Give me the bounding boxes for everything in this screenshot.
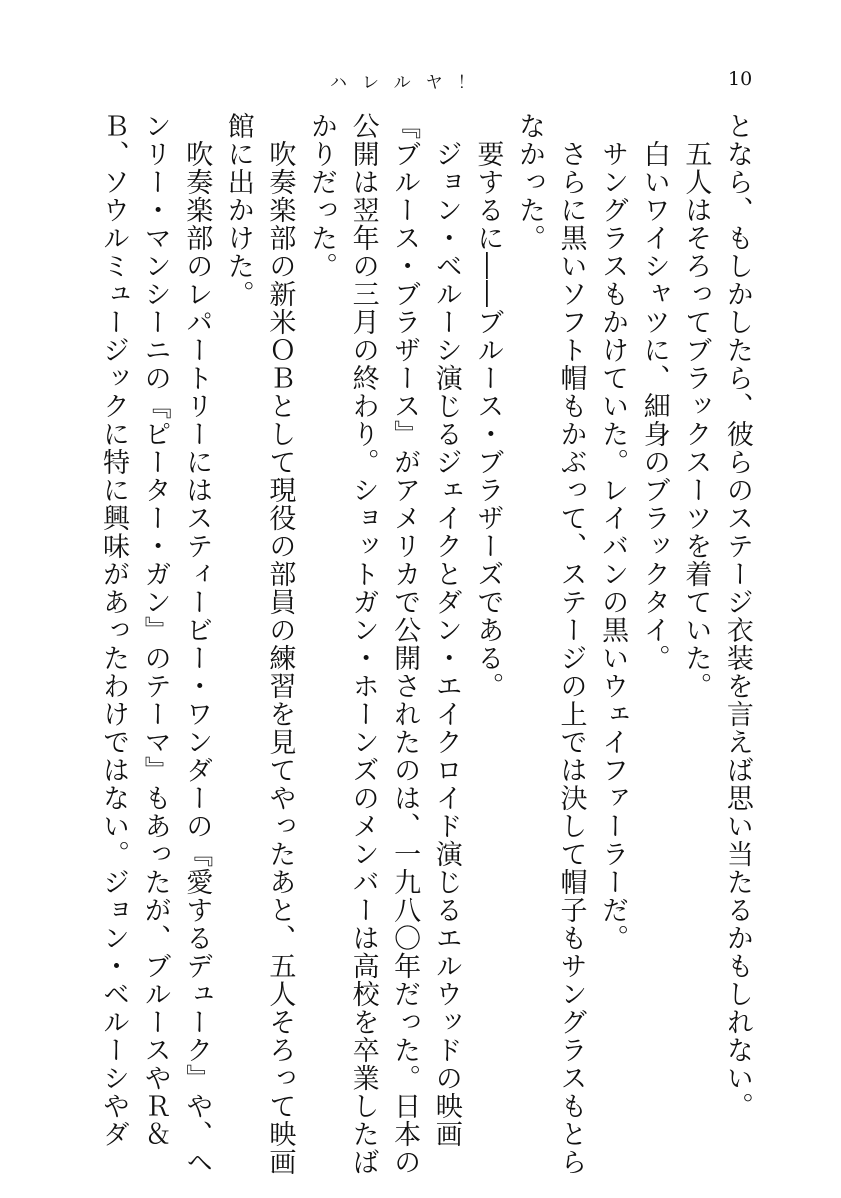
text-line: 要するに――ブルース・ブラザーズである。 <box>472 112 504 700</box>
text-line: かりだった。 <box>305 112 337 280</box>
text-line: サングラスもかけていた。レイバンの黒いウェイファーラーだ。 <box>597 112 629 952</box>
text-line: 吹奏楽部の新米ＯＢとして現役の部員の練習を見てやったあと、五人そろって映画 <box>264 112 296 1176</box>
text-line: 『ブルース・ブラザース』がアメリカで公開されたのは、一九八〇年だった。日本の <box>389 112 421 1176</box>
text-line: ジョン・ベルーシ演じるジェイクとダン・エイクロイド演じるエルウッドの映画 <box>430 112 462 1148</box>
text-line: さらに黒いソフト帽もかぶって、ステージの上では決して帽子もサングラスもとら <box>555 112 587 1176</box>
text-line: 白いワイシャツに、細身のブラックタイ。 <box>638 112 670 672</box>
text-line: Ｂ、ソウルミュージックに特に興味があったわけではない。ジョン・ベルーシやダ <box>98 112 129 1148</box>
text-line: となら、もしかしたら、彼らのステージ衣装を言えば思い当たるかもしれない。 <box>721 112 753 1120</box>
running-header-title: ハレルヤ！ <box>330 73 490 93</box>
text-line: なかった。 <box>513 112 545 252</box>
text-line: 五人はそろってブラックスーツを着ていた。 <box>680 112 712 700</box>
text-line: ンリー・マンシーニの『ピーター・ガン』のテーマ』もあったが、ブルースやＲ＆ <box>139 112 171 1148</box>
text-line: 館に出かけた。 <box>222 112 254 308</box>
page-number: 10 <box>728 68 753 90</box>
text-line: 公開は翌年の三月の終わり。ショットガン・ホーンズのメンバーは高校を卒業したば <box>347 112 379 1176</box>
text-line: 吹奏楽部のレパートリーにはスティービー・ワンダーの『愛するデューク』や、ヘ <box>181 112 213 1176</box>
vertical-body-text <box>95 112 755 1176</box>
